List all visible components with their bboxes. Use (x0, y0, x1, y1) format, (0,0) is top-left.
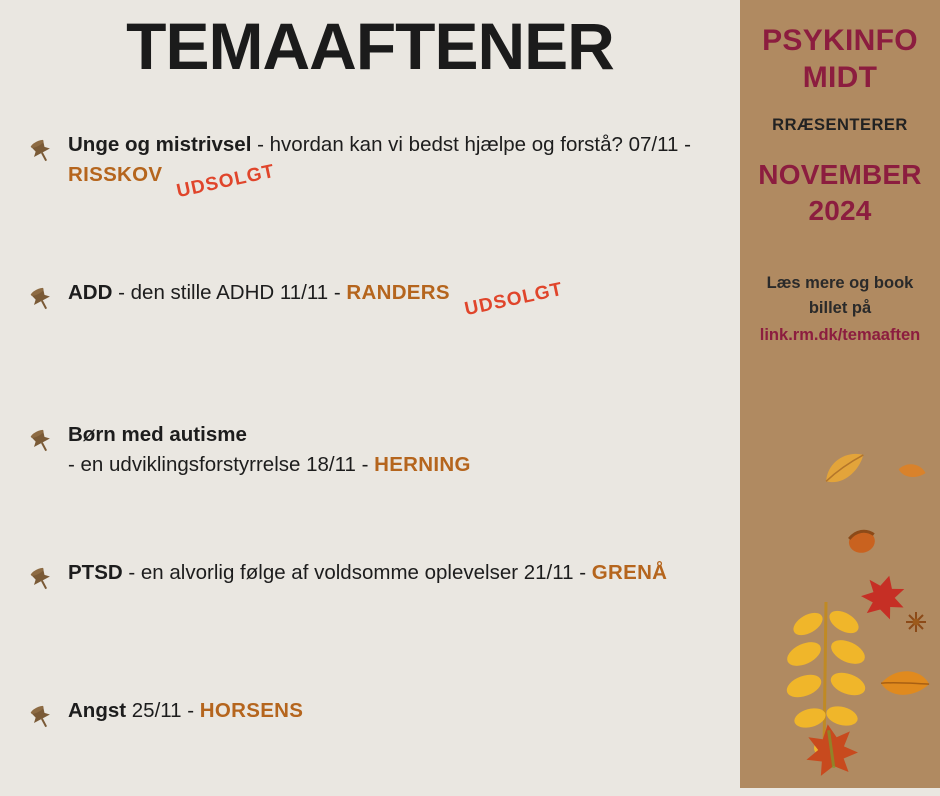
list-item (0, 278, 740, 378)
maple-leaf-icon (857, 570, 910, 622)
event-city: HERNING (374, 453, 471, 476)
list-item (0, 558, 740, 658)
event-city: RANDERS (346, 281, 450, 304)
booking-line-1: Læs mere og book (766, 274, 914, 292)
leaf-icon (897, 459, 927, 483)
leaf-icon (879, 664, 931, 703)
event-city: RISSKOV (68, 163, 163, 186)
event-title: ADD (68, 281, 113, 304)
seed-icon (906, 612, 926, 632)
brand-line-1: PSYKINFO (762, 24, 918, 57)
event-description: - den stille ADHD 11/11 - (112, 281, 347, 304)
event-text (68, 558, 708, 588)
event-text (68, 278, 708, 321)
event-title: Børn med autisme (68, 423, 247, 446)
pushpin-icon (26, 564, 56, 594)
date-block (740, 157, 940, 229)
list-item (0, 696, 740, 796)
event-text (68, 420, 708, 480)
event-title: Angst (68, 699, 127, 722)
event-list (0, 130, 740, 796)
page-title: TEMAAFTENER (126, 9, 614, 83)
booking-line-2: billet på (808, 299, 872, 317)
autumn-leaves-decoration (740, 440, 940, 788)
presents-label: RRÆSENTERER (772, 116, 908, 134)
booking-link[interactable]: link.rm.dk/temaaften (759, 326, 921, 344)
status-badge: UDSOLGT (175, 160, 278, 203)
pushpin-icon (26, 702, 56, 732)
list-item (0, 130, 740, 230)
brand-line-2: MIDT (802, 61, 878, 94)
brand-name (740, 22, 940, 96)
year-label: 2024 (808, 195, 872, 226)
event-title: PTSD (68, 561, 123, 584)
leaf-icon (820, 450, 869, 486)
pushpin-icon (26, 426, 56, 456)
event-city: HORSENS (199, 699, 304, 722)
booking-info (740, 271, 940, 348)
event-description: - en udviklingsforstyrrelse 18/11 - (68, 453, 375, 476)
event-description: 25/11 - (126, 699, 200, 722)
maple-leaf-icon (802, 721, 860, 778)
event-text (68, 696, 708, 726)
list-item (0, 420, 740, 520)
event-description: - en alvorlig følge af voldsomme oplevelser 21/11 - (122, 561, 592, 584)
status-badge: UDSOLGT (462, 278, 565, 321)
leaf-icon (847, 529, 876, 555)
poster-sidebar (740, 0, 940, 788)
month-label: NOVEMBER (758, 159, 922, 190)
event-description: - hvordan kan vi bedst hjælpe og forstå? 07/11 - (251, 133, 691, 156)
event-text (68, 130, 708, 203)
compound-leaf-icon (783, 602, 868, 757)
pushpin-icon (26, 136, 56, 166)
event-title: Unge og mistrivsel (68, 133, 252, 156)
pushpin-icon (26, 284, 56, 314)
event-city: GRENÅ (591, 561, 668, 584)
